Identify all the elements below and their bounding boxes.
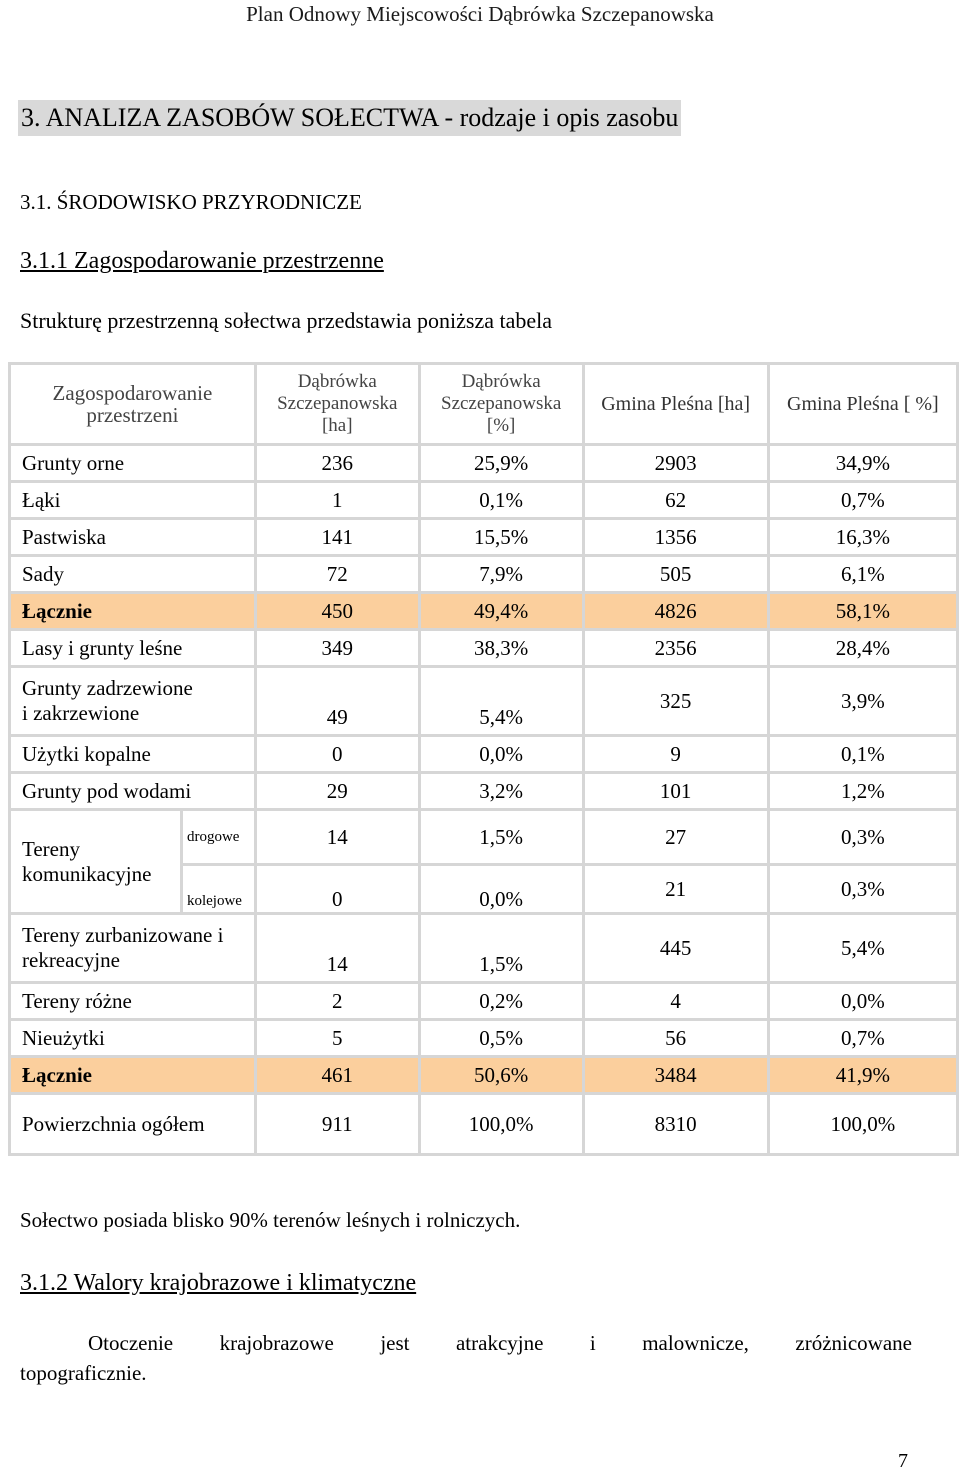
cell-ds-ha: 0 — [257, 866, 418, 912]
row-label: Powierzchnia ogółem — [11, 1095, 254, 1153]
header-cell: Dąbrówka Szczepanowska [ha] — [257, 365, 418, 443]
cell-gp-ha: 325 — [585, 668, 767, 734]
table-row — [11, 520, 956, 554]
cell-gp-pct: 0,1% — [770, 737, 956, 771]
cell-ds-pct: 1,5% — [421, 811, 582, 863]
cell-gp-ha: 4826 — [585, 594, 767, 628]
cell-ds-ha: 14 — [257, 811, 418, 863]
row-label-line: komunikacyjne — [22, 861, 152, 886]
cell-gp-ha: 505 — [585, 557, 767, 591]
cell-gp-ha: 27 — [585, 811, 767, 863]
cell-gp-pct: 34,9% — [770, 446, 956, 480]
header-cell: Gmina Pleśna [ %] — [770, 365, 956, 443]
total-area-row — [11, 1095, 956, 1153]
row-label-line: Tereny zurbanizowane i — [22, 923, 224, 947]
cell-gp-ha: 1356 — [585, 520, 767, 554]
row-label: Użytki kopalne — [11, 737, 254, 771]
cell-ds-ha: 461 — [257, 1058, 418, 1092]
cell-ds-ha: 49 — [257, 668, 418, 734]
table-row — [11, 915, 956, 981]
cell-gp-ha: 8310 — [585, 1095, 767, 1153]
cell-ds-ha: 911 — [257, 1095, 418, 1153]
row-label: Grunty orne — [11, 446, 254, 480]
cell-gp-ha: 2903 — [585, 446, 767, 480]
row-label — [11, 811, 180, 912]
cell-ds-pct: 5,4% — [421, 668, 582, 734]
summary-note: Sołectwo posiada blisko 90% terenów leśnych i rolniczych. — [20, 1208, 521, 1232]
cell-ds-pct: 0,1% — [421, 483, 582, 517]
cell-gp-pct: 0,0% — [770, 984, 956, 1018]
table-row — [11, 631, 956, 665]
cell-gp-ha: 4 — [585, 984, 767, 1018]
cell-ds-pct: 7,9% — [421, 557, 582, 591]
cell-ds-pct: 49,4% — [421, 594, 582, 628]
row-label: Lasy i grunty leśne — [11, 631, 254, 665]
table-row — [11, 811, 956, 863]
page-number: 7 — [898, 1450, 908, 1472]
table-row — [11, 774, 956, 808]
cell-gp-ha: 3484 — [585, 1058, 767, 1092]
cell-gp-pct: 6,1% — [770, 557, 956, 591]
cell-gp-pct: 0,3% — [770, 811, 956, 863]
cell-gp-pct: 5,4% — [770, 915, 956, 981]
cell-gp-ha: 56 — [585, 1021, 767, 1055]
cell-ds-pct: 0,0% — [421, 737, 582, 771]
intro-text: Strukturę przestrzenną sołectwa przedstawia poniższa tabela — [20, 308, 553, 333]
cell-gp-pct: 0,7% — [770, 483, 956, 517]
cell-ds-ha: 236 — [257, 446, 418, 480]
table-row — [11, 446, 956, 480]
cell-ds-pct: 100,0% — [421, 1095, 582, 1153]
table-row — [11, 668, 956, 734]
cell-gp-ha: 101 — [585, 774, 767, 808]
section-heading: 3. ANALIZA ZASOBÓW SOŁECTWA - rodzaje i opis zasobu — [18, 100, 681, 136]
table-row — [11, 1021, 956, 1055]
cell-ds-ha: 141 — [257, 520, 418, 554]
table-row — [11, 483, 956, 517]
cell-ds-pct: 0,0% — [421, 866, 582, 912]
cell-gp-pct: 0,3% — [770, 866, 956, 912]
table-header-row — [11, 365, 956, 443]
subtotal-row — [11, 1058, 956, 1092]
cell-ds-pct: 38,3% — [421, 631, 582, 665]
row-label-line: rekreacyjne — [22, 948, 120, 972]
cell-gp-ha: 445 — [585, 915, 767, 981]
header-cell: Dąbrówka Szczepanowska [%] — [421, 365, 582, 443]
row-label: Łącznie — [11, 1058, 254, 1092]
row-label: Sady — [11, 557, 254, 591]
row-label-line: Tereny — [22, 836, 80, 861]
sub-row-label: kolejowe — [183, 866, 254, 912]
cell-ds-pct: 0,5% — [421, 1021, 582, 1055]
cell-gp-pct: 41,9% — [770, 1058, 956, 1092]
cell-ds-ha: 349 — [257, 631, 418, 665]
cell-ds-pct: 0,2% — [421, 984, 582, 1018]
header-cell: Gmina Pleśna [ha] — [585, 365, 767, 443]
row-label-line: Grunty zadrzewione — [22, 676, 193, 700]
cell-gp-pct: 58,1% — [770, 594, 956, 628]
cell-gp-ha: 2356 — [585, 631, 767, 665]
cell-ds-ha: 0 — [257, 737, 418, 771]
cell-ds-pct: 3,2% — [421, 774, 582, 808]
row-label: Nieużytki — [11, 1021, 254, 1055]
row-label: Łąki — [11, 483, 254, 517]
row-label — [11, 915, 254, 981]
cell-ds-pct: 15,5% — [421, 520, 582, 554]
row-label: Łącznie — [11, 594, 254, 628]
cell-ds-pct: 50,6% — [421, 1058, 582, 1092]
cell-ds-ha: 2 — [257, 984, 418, 1018]
cell-ds-ha: 14 — [257, 915, 418, 981]
cell-gp-ha: 62 — [585, 483, 767, 517]
row-label — [11, 668, 254, 734]
cell-ds-ha: 450 — [257, 594, 418, 628]
paragraph-line: Otoczenie krajobrazowe jest atrakcyjne i malownicze, zróżnicowane — [88, 1331, 912, 1355]
table-row — [11, 557, 956, 591]
cell-gp-pct: 1,2% — [770, 774, 956, 808]
row-label-line: i zakrzewione — [22, 701, 140, 725]
row-label: Tereny różne — [11, 984, 254, 1018]
row-label: Grunty pod wodami — [11, 774, 254, 808]
table-row — [11, 984, 956, 1018]
running-header: Plan Odnowy Miejscowości Dąbrówka Szczepanowska — [246, 2, 714, 26]
subsection-heading-2: 3.1.2 Walory krajobrazowe i klimatyczne — [20, 1270, 417, 1296]
cell-gp-pct: 28,4% — [770, 631, 956, 665]
cell-gp-pct: 3,9% — [770, 668, 956, 734]
paragraph — [20, 1328, 912, 1388]
table-row — [11, 737, 956, 771]
paragraph-line: topograficznie. — [20, 1361, 147, 1385]
subsection-heading: 3.1.1 Zagospodarowanie przestrzenne — [20, 248, 384, 274]
sub-heading: 3.1. ŚRODOWISKO PRZYRODNICZE — [20, 190, 362, 214]
cell-gp-pct: 100,0% — [770, 1095, 956, 1153]
subtotal-row — [11, 594, 956, 628]
cell-ds-pct: 25,9% — [421, 446, 582, 480]
cell-ds-ha: 1 — [257, 483, 418, 517]
cell-gp-ha: 9 — [585, 737, 767, 771]
row-label: Pastwiska — [11, 520, 254, 554]
cell-gp-pct: 16,3% — [770, 520, 956, 554]
header-cell: Zagospodarowanie przestrzeni — [11, 365, 254, 443]
cell-ds-ha: 29 — [257, 774, 418, 808]
cell-ds-ha: 5 — [257, 1021, 418, 1055]
sub-row-label: drogowe — [183, 811, 254, 863]
cell-ds-ha: 72 — [257, 557, 418, 591]
cell-gp-pct: 0,7% — [770, 1021, 956, 1055]
land-use-table — [8, 362, 959, 1156]
cell-ds-pct: 1,5% — [421, 915, 582, 981]
cell-gp-ha: 21 — [585, 866, 767, 912]
